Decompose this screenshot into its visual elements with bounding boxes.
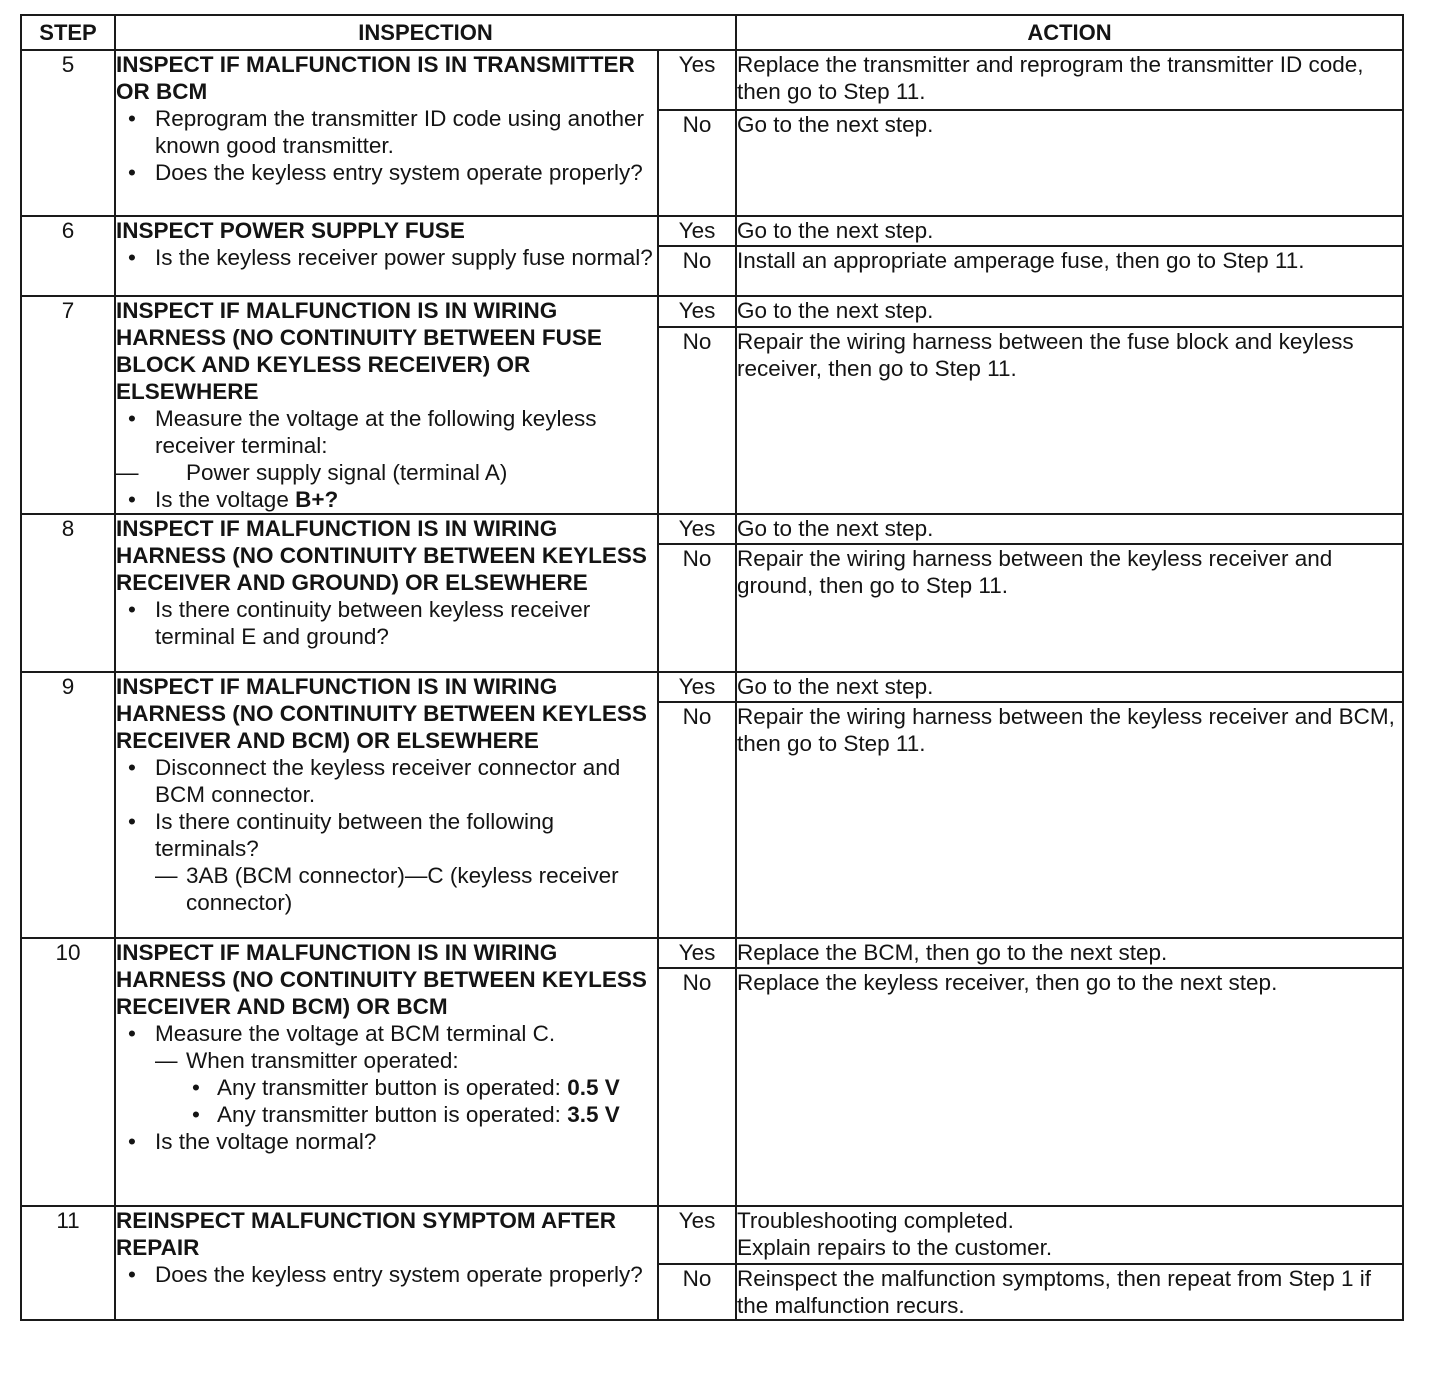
inspection-bullet: • Is there continuity between keyless receiver terminal E and ground? bbox=[116, 596, 657, 650]
inspection-title: INSPECT POWER SUPPLY FUSE bbox=[116, 218, 465, 243]
step-number: 6 bbox=[21, 216, 115, 296]
no-label: No bbox=[658, 327, 736, 514]
yes-action bbox=[736, 1206, 1403, 1264]
no-label: No bbox=[658, 968, 736, 1206]
step-number: 10 bbox=[21, 938, 115, 1206]
step-column-header: STEP bbox=[21, 15, 115, 50]
inspection-bullet-text: Is the voltage bbox=[155, 487, 296, 512]
step-number: 8 bbox=[21, 514, 115, 672]
inspection-bullet-text: Is there continuity between the following terminals? bbox=[155, 809, 554, 861]
inspection-sub-text: When transmitter operated: bbox=[186, 1048, 459, 1073]
no-label: No bbox=[658, 1264, 736, 1320]
step-number: 5 bbox=[21, 50, 115, 216]
yes-action-line: Explain repairs to the customer. bbox=[737, 1235, 1053, 1260]
no-action: Repair the wiring harness between the keyless receiver and ground, then go to Step 11. bbox=[736, 544, 1403, 672]
table-header-row bbox=[21, 15, 1403, 50]
troubleshooting-table bbox=[20, 14, 1404, 1321]
inspection-cell bbox=[115, 296, 658, 514]
yes-label: Yes bbox=[658, 514, 736, 544]
inspection-bullets bbox=[116, 105, 657, 186]
yes-label: Yes bbox=[658, 296, 736, 327]
inspection-sub-item: — 3AB (BCM connector)—C (keyless receiver connector) bbox=[155, 862, 657, 916]
no-action: Replace the keyless receiver, then go to the next step. bbox=[736, 968, 1403, 1206]
step-7-yes-row bbox=[21, 296, 1403, 327]
inspection-bullet: • Does the keyless entry system operate properly? bbox=[116, 1261, 657, 1288]
inspection-subsub-item bbox=[186, 1101, 657, 1128]
inspection-bullet: • Does the keyless entry system operate properly? bbox=[116, 159, 657, 186]
inspection-cell bbox=[115, 938, 658, 1206]
inspection-cell bbox=[115, 50, 658, 216]
no-action: Reinspect the malfunction symptoms, then repeat from Step 1 if the malfunction recurs. bbox=[736, 1264, 1403, 1320]
inspection-title: INSPECT IF MALFUNCTION IS IN TRANSMITTER OR BCM bbox=[116, 52, 635, 104]
step-11-yes-row bbox=[21, 1206, 1403, 1264]
step-6-yes-row bbox=[21, 216, 1403, 246]
no-action: Repair the wiring harness between the keyless receiver and BCM, then go to Step 11. bbox=[736, 702, 1403, 938]
inspection-bullet: • Is the voltage normal? bbox=[116, 1128, 657, 1155]
inspection-column-header: INSPECTION bbox=[115, 15, 736, 50]
yes-action: Go to the next step. bbox=[736, 514, 1403, 544]
voltage-value: B+? bbox=[295, 487, 339, 512]
inspection-cell bbox=[115, 216, 658, 296]
step-number: 11 bbox=[21, 1206, 115, 1320]
yes-label: Yes bbox=[658, 672, 736, 702]
inspection-sub-item bbox=[155, 1047, 657, 1128]
no-action: Go to the next step. bbox=[736, 110, 1403, 216]
inspection-bullets bbox=[116, 596, 657, 650]
inspection-bullet-text: Measure the voltage at BCM terminal C. bbox=[155, 1021, 556, 1046]
inspection-cell bbox=[115, 1206, 658, 1320]
yes-action: Replace the transmitter and reprogram the transmitter ID code, then go to Step 11. bbox=[736, 50, 1403, 110]
inspection-title: INSPECT IF MALFUNCTION IS IN WIRING HARNESS (NO CONTINUITY BETWEEN KEYLESS RECEIVER AND BCM) OR BCM bbox=[116, 940, 647, 1019]
inspection-bullets bbox=[116, 1020, 657, 1155]
inspection-sub-item: — Power supply signal (terminal A) bbox=[116, 459, 657, 486]
no-label: No bbox=[658, 110, 736, 216]
inspection-subsub-text: Any transmitter button is operated: bbox=[217, 1075, 568, 1100]
inspection-bullet: • Reprogram the transmitter ID code using another known good transmitter. bbox=[116, 105, 657, 159]
step-number: 7 bbox=[21, 296, 115, 514]
action-column-header: ACTION bbox=[736, 15, 1403, 50]
step-9-yes-row bbox=[21, 672, 1403, 702]
inspection-bullets bbox=[116, 1261, 657, 1288]
yes-action: Go to the next step. bbox=[736, 216, 1403, 246]
inspection-cell bbox=[115, 672, 658, 938]
inspection-sub-list bbox=[155, 862, 657, 916]
voltage-value: 0.5 V bbox=[567, 1075, 620, 1100]
inspection-cell bbox=[115, 514, 658, 672]
inspection-sub-list bbox=[155, 459, 657, 486]
inspection-bullet bbox=[116, 486, 657, 513]
step-8-yes-row bbox=[21, 514, 1403, 544]
inspection-sub-list bbox=[155, 1047, 657, 1128]
no-action: Install an appropriate amperage fuse, then go to Step 11. bbox=[736, 246, 1403, 296]
yes-label: Yes bbox=[658, 216, 736, 246]
no-action: Repair the wiring harness between the fuse block and keyless receiver, then go to Step 11. bbox=[736, 327, 1403, 514]
no-label: No bbox=[658, 544, 736, 672]
inspection-title: INSPECT IF MALFUNCTION IS IN WIRING HARNESS (NO CONTINUITY BETWEEN KEYLESS RECEIVER AND GROUND) OR ELSEWHERE bbox=[116, 516, 647, 595]
inspection-bullet bbox=[116, 1020, 657, 1128]
inspection-title: INSPECT IF MALFUNCTION IS IN WIRING HARNESS (NO CONTINUITY BETWEEN KEYLESS RECEIVER AND BCM) OR ELSEWHERE bbox=[116, 674, 647, 753]
inspection-bullet: • Disconnect the keyless receiver connector and BCM connector. bbox=[116, 754, 657, 808]
inspection-subsub-text: Any transmitter button is operated: bbox=[217, 1102, 568, 1127]
no-label: No bbox=[658, 246, 736, 296]
inspection-bullets bbox=[116, 244, 657, 271]
inspection-bullet: • Is the keyless receiver power supply fuse normal? bbox=[116, 244, 657, 271]
yes-label: Yes bbox=[658, 1206, 736, 1264]
inspection-bullet bbox=[116, 405, 657, 486]
voltage-value: 3.5 V bbox=[567, 1102, 620, 1127]
yes-label: Yes bbox=[658, 50, 736, 110]
step-10-yes-row bbox=[21, 938, 1403, 968]
inspection-bullets bbox=[116, 754, 657, 916]
yes-action: Go to the next step. bbox=[736, 672, 1403, 702]
inspection-bullet-text: Measure the voltage at the following keyless receiver terminal: bbox=[155, 406, 597, 458]
inspection-subsub-list bbox=[186, 1074, 657, 1128]
inspection-title: REINSPECT MALFUNCTION SYMPTOM AFTER REPAIR bbox=[116, 1208, 616, 1260]
inspection-subsub-item bbox=[186, 1074, 657, 1101]
step-5-yes-row bbox=[21, 50, 1403, 110]
inspection-title: INSPECT IF MALFUNCTION IS IN WIRING HARNESS (NO CONTINUITY BETWEEN FUSE BLOCK AND KEYLESS RECEIVER) OR ELSEWHERE bbox=[116, 298, 602, 404]
yes-action: Go to the next step. bbox=[736, 296, 1403, 327]
yes-label: Yes bbox=[658, 938, 736, 968]
step-number: 9 bbox=[21, 672, 115, 938]
yes-action: Replace the BCM, then go to the next step. bbox=[736, 938, 1403, 968]
inspection-bullet bbox=[116, 808, 657, 916]
troubleshooting-sheet bbox=[20, 14, 1402, 1321]
yes-action-line: Troubleshooting completed. bbox=[737, 1208, 1014, 1233]
no-label: No bbox=[658, 702, 736, 938]
inspection-bullets bbox=[116, 405, 657, 513]
